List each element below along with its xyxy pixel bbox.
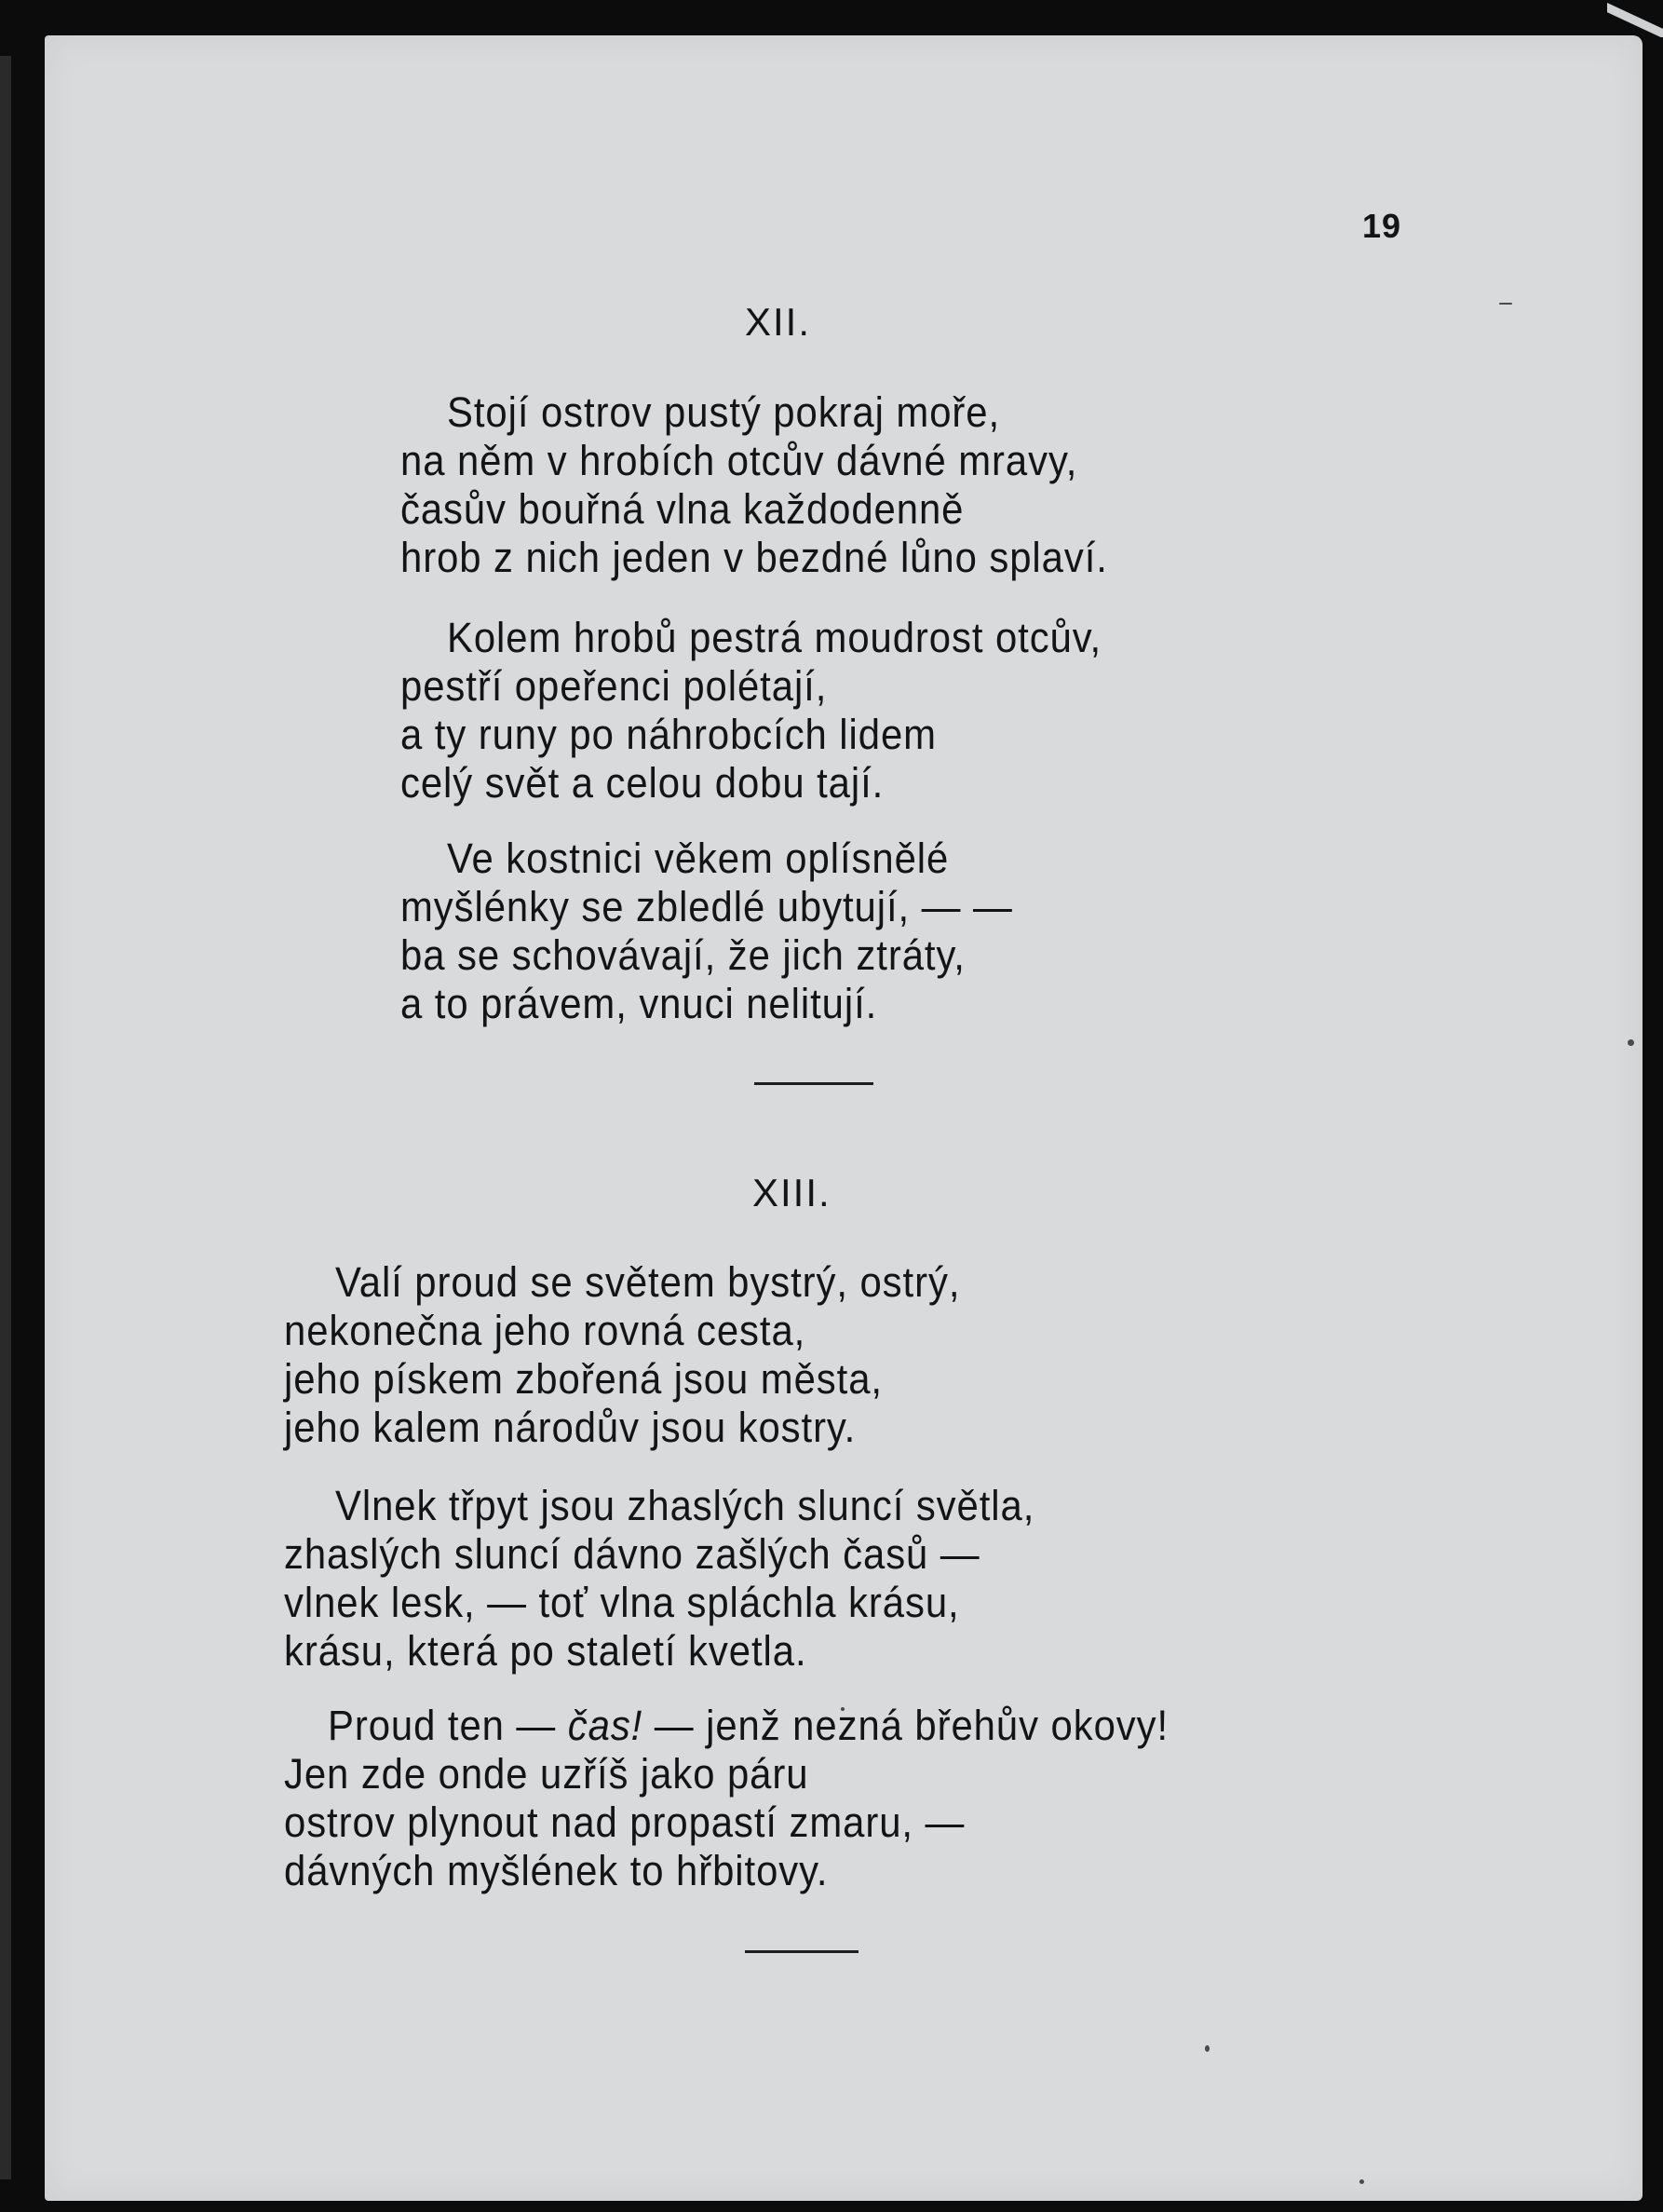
section-heading-xiii: XIII. (752, 1171, 832, 1215)
verse-line: vlnek lesk, — toť vlna spláchla krásu, (284, 1579, 960, 1626)
page-number: 19 (1362, 207, 1402, 245)
dust-speck (1205, 2045, 1210, 2052)
dust-speck (1499, 303, 1512, 305)
verse-line: Jen zde onde uzříš jako páru (284, 1750, 809, 1798)
verse-line: jeho kalem národův jsou kostry. (284, 1404, 857, 1451)
verse-line: Vlnek třpyt jsou zhaslých sluncí světla, (335, 1482, 1035, 1529)
verse-line: dávných myšlének to hřbitovy. (284, 1847, 829, 1894)
verse-line: zhaslých sluncí dávno zašlých časů — (284, 1530, 980, 1578)
verse-line: jeho pískem zbořená jsou města, (284, 1355, 883, 1403)
section-divider (754, 1082, 873, 1085)
verse-italic-word: čas! (567, 1702, 643, 1749)
verse-line: ostrov plynout nad propastí zmaru, — (284, 1798, 966, 1846)
verse-line: myšlénky se zbledlé ubytují, — — (400, 883, 1013, 930)
page-corner-fold (1607, 0, 1663, 37)
verse-line: a ty runy po náhrobcích lidem (400, 711, 937, 758)
dust-speck (1628, 1039, 1634, 1046)
verse-text: — jenž nezná břehův okovy! (642, 1702, 1170, 1749)
verse-line: Valí proud se světem bystrý, ostrý, (335, 1258, 961, 1306)
verse-line: krásu, která po staletí kvetla. (284, 1627, 807, 1675)
section-divider (745, 1950, 859, 1953)
dust-speck (1359, 2179, 1364, 2184)
verse-line: Kolem hrobů pestrá moudrost otcův, (447, 614, 1102, 661)
verse-line: hrob z nich jeden v bezdné lůno splaví. (400, 534, 1108, 581)
verse-line: časův bouřná vlna každodenně (400, 485, 965, 533)
section-heading-xii: XII. (745, 300, 812, 344)
verse-line (328, 1701, 1169, 1750)
verse-line: ba se schovávají, že jich ztráty, (400, 931, 966, 979)
verse-line: Stojí ostrov pustý pokraj moře, (447, 388, 1001, 436)
verse-line: pestří opeřenci polétají, (400, 662, 828, 710)
verse-line: a to právem, vnuci nelitují. (400, 980, 878, 1027)
left-page-edge (0, 56, 11, 2179)
verse-text: Proud ten — (328, 1702, 568, 1749)
verse-line: celý svět a celou dobu tají. (400, 759, 885, 807)
verse-line: nekonečna jeho rovná cesta, (284, 1307, 806, 1354)
verse-line: na něm v hrobích otcův dávné mravy, (400, 437, 1078, 484)
verse-line: Ve kostnici věkem oplísnělé (447, 835, 950, 882)
